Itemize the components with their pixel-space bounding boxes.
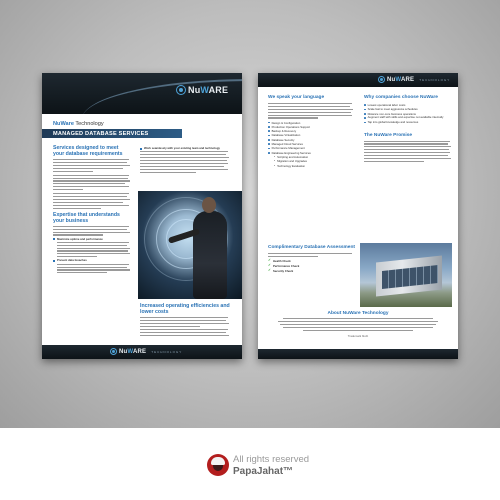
logo-globe-icon (176, 85, 186, 95)
promise-title: The NuWare Promise (364, 132, 413, 138)
service-subitem: * Technology Evaluation (274, 163, 306, 168)
reason-item: Augment staff with skills and expertise not available internally (364, 116, 452, 119)
footer-logo-globe-icon (110, 348, 117, 355)
assessment-section (268, 245, 356, 274)
reason-item: Scale fast to meet aggressive schedules (364, 107, 452, 111)
engineer-touchscreen-photo (138, 191, 242, 299)
section-expertise-body (53, 226, 131, 236)
service-item: Database Security (268, 138, 354, 142)
trademark-line: Trademark blurb (347, 334, 369, 339)
rights-text: All rights reserved (233, 454, 310, 465)
front-left-column (53, 145, 131, 275)
back-right-column (364, 95, 452, 164)
checkmark-icon: ✓ (268, 267, 272, 272)
back-page-header (258, 73, 458, 87)
service-item: Production Operations Support (268, 125, 354, 129)
security-check-item: ✓ Security Check (268, 267, 294, 273)
front-right-column-bottom (140, 303, 232, 338)
nuware-logo (176, 85, 228, 95)
performance-check-item: ✓ Performance Check (268, 262, 300, 268)
bullet-breaches: Prevent data breaches (53, 259, 131, 262)
front-page-footer (42, 345, 242, 359)
checkmark-icon: ✓ (268, 257, 272, 262)
service-item: Design & Configuration (268, 121, 354, 125)
reason-item: Distance non-core business operations (364, 112, 452, 116)
document-title: MANAGED DATABASE SERVICES (53, 130, 149, 137)
footer-logo: NuWARE TECHNOLOGY (110, 348, 182, 355)
service-item: Backup & Recovery (268, 129, 354, 133)
service-item: Managed Cloud Services (268, 142, 354, 146)
back-page-footer (258, 349, 458, 359)
author-name: PapaJahat™ (233, 466, 294, 477)
service-subitem: * Scripting and Automation (274, 154, 309, 159)
brochure-back-page (258, 73, 458, 359)
brochure-front-page (42, 73, 242, 359)
about-section (258, 311, 458, 338)
office-building-photo (360, 243, 452, 307)
back-left-column (268, 95, 354, 168)
section-services-body (53, 159, 131, 209)
service-subitem: * Migration and Upgrades (274, 159, 307, 164)
footer-tech-label: TECHNOLOGY (151, 349, 183, 354)
promise-body (364, 141, 452, 162)
back-logo-globe-icon (378, 76, 385, 83)
about-title: About NuWare Technology (327, 311, 389, 316)
reason-item: Lowest operational labor costs (364, 103, 452, 107)
front-page-header (42, 73, 242, 114)
front-right-column-top (140, 145, 232, 175)
title-band (42, 129, 182, 138)
bullet-seamless: Work seamlessly with your existing team and technology (140, 147, 232, 150)
brand-line: NuWare Technology (53, 121, 104, 127)
service-item: Database Virtualization (268, 133, 354, 137)
section-expertise-title: Expertise that understands your business (53, 211, 120, 224)
why-choose-title: Why companies choose NuWare (364, 95, 438, 100)
service-item: Performance Management (268, 146, 354, 150)
section-efficiency-title: Increased operating efficiencies and lower costs (140, 303, 230, 315)
assessment-title: Complimentary Database Assessment (268, 245, 355, 250)
logo-wordmark: NuWARE (188, 85, 229, 95)
health-check-item: ✓ Health Check (268, 257, 291, 263)
bullet-uptime: Maximize uptime and performance (53, 238, 131, 241)
author-avatar-icon (207, 454, 229, 476)
back-header-logo: NuWARE TECHNOLOGY (378, 76, 450, 83)
speak-language-title: We speak your language (268, 95, 325, 100)
section-services-title: Services designed to meet your database requirements (53, 145, 123, 157)
checkmark-icon: ✓ (268, 262, 272, 267)
service-item: Database Engineering Services (268, 151, 354, 155)
reason-item: Tap into global knowledge and resources (364, 120, 452, 124)
